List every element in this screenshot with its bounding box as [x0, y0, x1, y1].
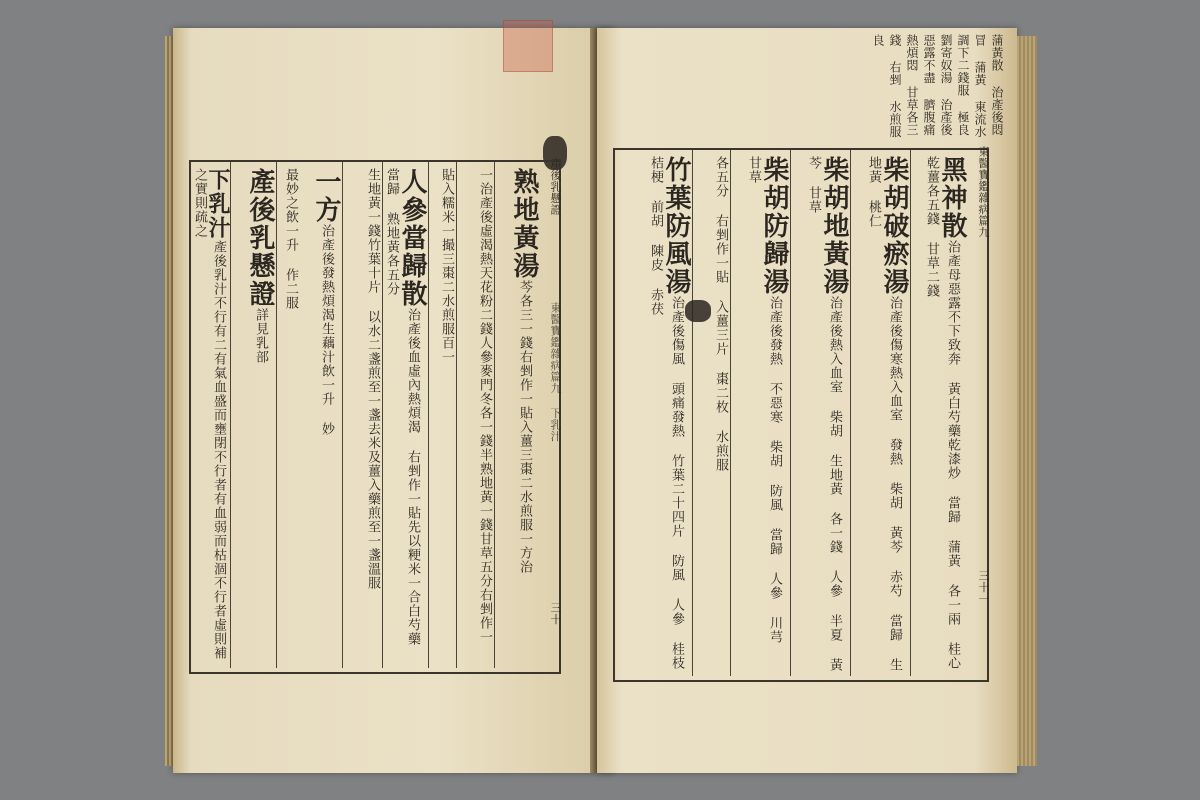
left-col-7: 最妙之飲一升 作二服 [283, 168, 298, 310]
right-header-note: 蒲黃散 治產後悶冒 蒲黃 東流水調下二錢服 極良 劉寄奴湯 治產後惡露不盡 臍腹痛 熱煩悶 甘草各三錢 右剉 水煎服 良 [871, 34, 1004, 138]
left-col-2: 一治產後虛渴熱天花粉二錢人參麥門冬各一錢半熟地黃一錢甘草五分右剉作一 [477, 168, 492, 644]
left-margin-title: 産後乳懸證 [549, 158, 562, 216]
left-col-8: 產後乳懸證詳見乳部 [245, 168, 275, 364]
right-col-4: 柴胡防歸湯治產後發熱 不惡寒 柴胡 防風 當歸 人參 川芎 甘草 [746, 156, 789, 644]
right-col-5: 各五分 右剉作一貼 入薑三片 棗二枚 水煎服 [713, 156, 728, 472]
right-text-frame [613, 148, 989, 682]
left-col-1: 熟地黃湯芩各三一錢右剉作一貼入薑三棗二水煎服一方治 [509, 168, 539, 574]
right-col-3: 柴胡地黃湯治產後熱入血室 柴胡 生地黃 各一錢 人參 半夏 黃芩 甘草 [806, 156, 849, 672]
left-col-5: 生地黃一錢竹葉十片 以水二盞煎至一盞去米及薑入藥煎至一盞溫服 [365, 168, 380, 590]
left-col-9: 下乳汁產後乳汁不行有二有氣血盛而壅閉不行者有血弱而枯涸不行者虛則補之實則疏之 [192, 168, 231, 660]
right-page-edge [1017, 36, 1037, 766]
open-book [165, 28, 1045, 773]
right-page [597, 28, 1017, 773]
left-margin-page: 三十 [549, 602, 562, 625]
left-page [173, 28, 613, 773]
right-col-1: 黑神散治產母惡露不下致奔 黃白芍藥乾漆炒 當歸 蒲黃 各一兩 桂心 乾薑各五錢 甘草二錢 [924, 156, 967, 670]
right-col-2: 柴胡破瘀湯治產後傷寒熱入血室 發熱 柴胡 黃芩 赤芍 當歸 生地黃 桃仁 [866, 156, 909, 672]
left-col-6: 一方治產後發熱煩渴生藕汁飲一升 妙 [311, 168, 341, 436]
collection-seal [503, 20, 553, 72]
ink-stain-2 [685, 300, 711, 322]
left-text-frame [189, 160, 561, 674]
right-col-6: 竹葉防風湯治產後傷風 頭痛發熱 竹葉二十四片 防風 人參 桂枝 桔梗 前胡 陳皮 赤茯 [648, 156, 691, 670]
right-margin-page: 三十一 [977, 570, 990, 605]
right-margin-title: 東醫寶鑑雜病篇九 [977, 146, 990, 238]
left-col-4: 人參當歸散治產後血虛內熱煩渴 右剉作一貼先以粳米一合白芍藥 當歸 熟地黃各五分 [384, 168, 427, 646]
left-col-3: 貼入糯米一撮三棗二水煎服百一 [439, 168, 454, 364]
left-margin-sub: 東醫寶鑑雜病篇九 下乳汁 [549, 302, 562, 442]
